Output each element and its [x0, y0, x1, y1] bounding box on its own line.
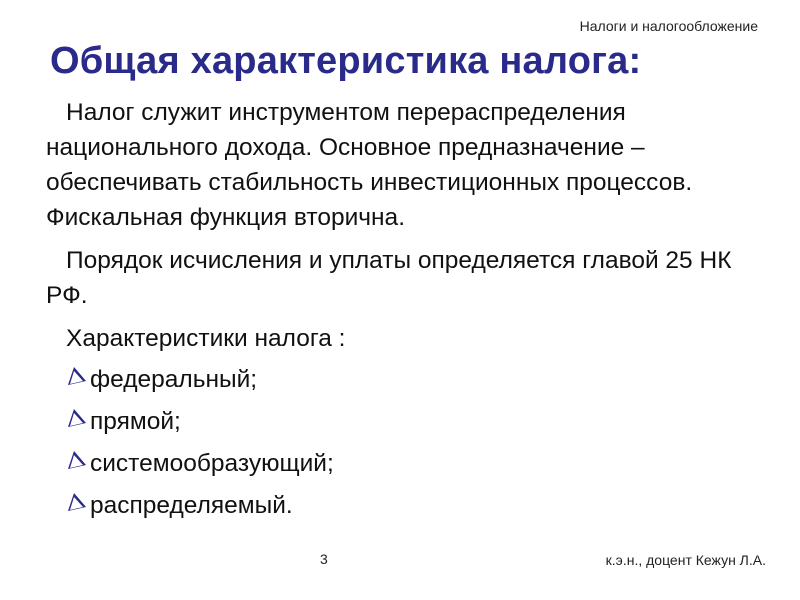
characteristics-list [46, 362, 746, 523]
list-item-label: системообразующий; [90, 450, 334, 477]
characteristics-heading: Характеристики налога : [66, 325, 346, 352]
arrow-bullet-icon [66, 365, 88, 387]
slide-title: Общая характеристика налога: [50, 40, 642, 82]
slide-body [46, 95, 746, 530]
page-number: 3 [320, 551, 328, 567]
arrow-bullet-icon [66, 407, 88, 429]
list-item [66, 404, 746, 439]
arrow-bullet-icon [66, 449, 88, 471]
paragraph-role: Налог служит инструментом перераспределения национального дохода. Основное предназначение – обеспечивать стабильность инвестиционных процессов. Фискальная функция вторична. [46, 99, 693, 231]
list-item-label: федеральный; [90, 366, 258, 393]
paragraph-legal-basis: Порядок исчисления и уплаты определяется главой 25 НК РФ. [46, 247, 732, 309]
list-item-label: распределяемый. [90, 492, 293, 519]
arrow-bullet-icon [66, 491, 88, 513]
list-item [66, 446, 746, 481]
list-item-label: прямой; [90, 408, 181, 435]
footer-author: к.э.н., доцент Кежун Л.А. [605, 552, 766, 568]
list-item [66, 362, 746, 397]
header-caption: Налоги и налогообложение [579, 18, 758, 34]
list-item [66, 488, 746, 523]
